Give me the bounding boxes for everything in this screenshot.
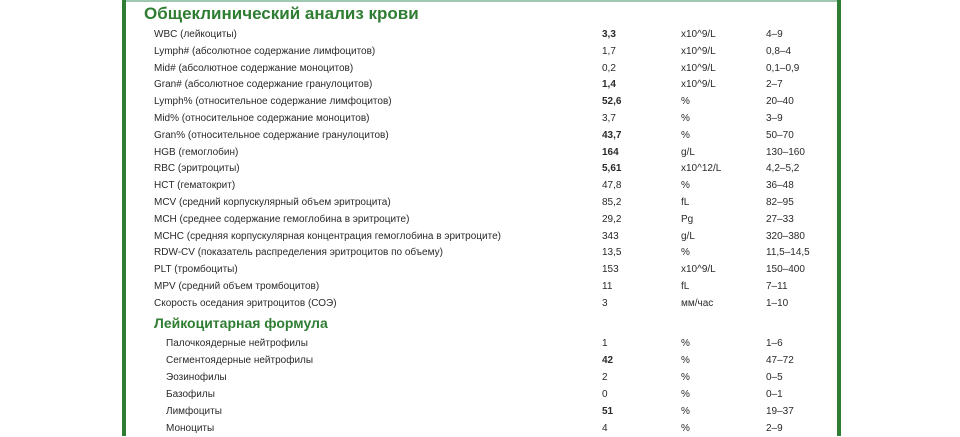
test-unit: Pg <box>681 213 694 225</box>
test-name: RBC (эритроциты) <box>154 163 240 175</box>
reference-range: 2–9 <box>766 423 783 434</box>
test-unit: x10^9/L <box>681 79 716 91</box>
table-row <box>126 295 837 312</box>
reference-range: 47–72 <box>766 355 794 366</box>
test-value: 85,2 <box>602 197 622 208</box>
table-row <box>126 352 837 369</box>
test-unit: % <box>681 372 690 383</box>
test-value: 13,5 <box>602 247 622 259</box>
page-title: Общеклинический анализ крови <box>144 4 419 23</box>
reference-range: 50–70 <box>766 129 794 141</box>
test-value: 4 <box>602 423 608 434</box>
test-name: WBC (лейкоциты) <box>154 29 237 40</box>
reference-range: 0,8–4 <box>766 45 792 57</box>
reference-range: 27–33 <box>766 213 794 225</box>
test-name: Mid% (относительное содержание моноцитов) <box>154 113 370 124</box>
test-value: 1 <box>602 338 608 349</box>
test-unit: % <box>681 406 690 417</box>
test-unit: % <box>681 129 690 141</box>
table-row <box>126 127 837 144</box>
test-name: Эозинофилы <box>166 372 227 383</box>
table-row <box>126 110 837 127</box>
test-name: Лимфоциты <box>166 406 222 417</box>
reference-range: 82–95 <box>766 197 794 208</box>
reference-range: 7–11 <box>766 281 788 292</box>
test-name: RDW-CV (показатель распределения эритроцитов по объему) <box>154 247 443 259</box>
reference-range: 1–10 <box>766 297 789 309</box>
test-unit: % <box>681 113 690 124</box>
test-value: 2 <box>602 372 608 383</box>
table-row <box>126 403 837 420</box>
test-value: 47,8 <box>602 180 622 192</box>
test-name: HGB (гемоглобин) <box>154 146 239 158</box>
reference-range: 150–400 <box>766 264 805 276</box>
test-value: 29,2 <box>602 213 622 225</box>
test-name: Gran% (относительное содержание гранулоцитов) <box>154 129 389 141</box>
test-name: HCT (гематокрит) <box>154 180 236 192</box>
test-value: 52,6 <box>602 96 622 108</box>
reference-range: 0,1–0,9 <box>766 62 800 74</box>
table-row <box>126 93 837 110</box>
test-unit: % <box>681 355 690 366</box>
test-name: MCH (среднее содержание гемоглобина в эритроците) <box>154 213 410 225</box>
reference-range: 36–48 <box>766 180 794 192</box>
table-row <box>126 211 837 228</box>
test-name: MPV (средний объем тромбоцитов) <box>154 281 320 292</box>
test-unit: % <box>681 96 690 108</box>
table-row <box>126 228 837 245</box>
reference-range: 4,2–5,2 <box>766 163 800 175</box>
table-row <box>126 420 837 437</box>
test-unit: g/L <box>681 230 695 242</box>
section-title: Лейкоцитарная формула <box>154 315 328 331</box>
test-name: Скорость оседания эритроцитов (СОЭ) <box>154 297 337 309</box>
frame-right-border <box>837 0 841 436</box>
test-name: Сегментоядерные нейтрофилы <box>166 355 314 366</box>
reference-range: 1–6 <box>766 338 783 349</box>
test-name: Базофилы <box>166 389 215 400</box>
test-name: Lymph# (абсолютное содержание лимфоцитов) <box>154 45 376 57</box>
test-name: Моноциты <box>166 423 215 434</box>
test-unit: x10^9/L <box>681 45 716 57</box>
test-value: 11 <box>602 281 613 292</box>
test-value: 0,2 <box>602 62 616 74</box>
reference-range: 0–1 <box>766 389 783 400</box>
test-value: 1,4 <box>602 79 616 91</box>
test-unit: x10^9/L <box>681 264 716 276</box>
table-row <box>126 43 837 60</box>
test-value: 5,61 <box>602 163 622 175</box>
test-unit: мм/час <box>681 297 714 309</box>
test-unit: % <box>681 180 690 192</box>
test-name: PLT (тромбоциты) <box>154 264 238 276</box>
table-row <box>126 177 837 194</box>
table-row <box>126 244 837 261</box>
test-value: 153 <box>602 264 619 276</box>
table-row <box>126 335 837 352</box>
test-name: MCHC (средняя корпускулярная концентрация гемоглобина в эритроците) <box>154 230 501 242</box>
test-name: Mid# (абсолютное содержание моноцитов) <box>154 62 354 74</box>
test-name: Gran# (абсолютное содержание гранулоцитов) <box>154 79 373 91</box>
table-row <box>126 160 837 177</box>
test-value: 0 <box>602 389 608 400</box>
test-value: 1,7 <box>602 45 616 57</box>
table-row <box>126 386 837 403</box>
test-unit: x10^9/L <box>681 62 716 74</box>
table-row <box>126 76 837 93</box>
reference-range: 4–9 <box>766 29 783 40</box>
test-value: 42 <box>602 355 614 366</box>
reference-range: 320–380 <box>766 230 805 242</box>
table-row <box>126 369 837 386</box>
test-value: 343 <box>602 230 619 242</box>
test-unit: fL <box>681 281 690 292</box>
reference-range: 3–9 <box>766 113 783 124</box>
table-row <box>126 194 837 211</box>
reference-range: 20–40 <box>766 96 794 108</box>
test-name: MCV (средний корпускулярный объем эритроцита) <box>154 197 391 208</box>
reference-range: 11,5–14,5 <box>766 247 810 259</box>
test-name: Палочкоядерные нейтрофилы <box>166 338 308 349</box>
test-value: 3,3 <box>602 29 616 40</box>
test-unit: fL <box>681 197 690 208</box>
test-unit: % <box>681 389 690 400</box>
blood-test-panel <box>126 2 837 436</box>
table-row <box>126 60 837 77</box>
test-value: 51 <box>602 406 614 417</box>
test-unit: x10^9/L <box>681 29 716 40</box>
reference-range: 19–37 <box>766 406 794 417</box>
test-name: Lymph% (относительное содержание лимфоцитов) <box>154 96 392 108</box>
table-row <box>126 26 837 43</box>
reference-range: 0–5 <box>766 372 783 383</box>
table-row <box>126 278 837 295</box>
table-row <box>126 261 837 278</box>
test-value: 3,7 <box>602 113 616 124</box>
test-unit: g/L <box>681 146 695 158</box>
test-value: 3 <box>602 297 608 309</box>
test-unit: x10^12/L <box>681 163 722 175</box>
reference-range: 2–7 <box>766 79 783 91</box>
test-value: 43,7 <box>602 129 622 141</box>
test-unit: % <box>681 247 690 259</box>
table-row <box>126 144 837 161</box>
test-unit: % <box>681 423 690 434</box>
test-value: 164 <box>602 146 619 158</box>
test-unit: % <box>681 338 690 349</box>
reference-range: 130–160 <box>766 146 805 158</box>
